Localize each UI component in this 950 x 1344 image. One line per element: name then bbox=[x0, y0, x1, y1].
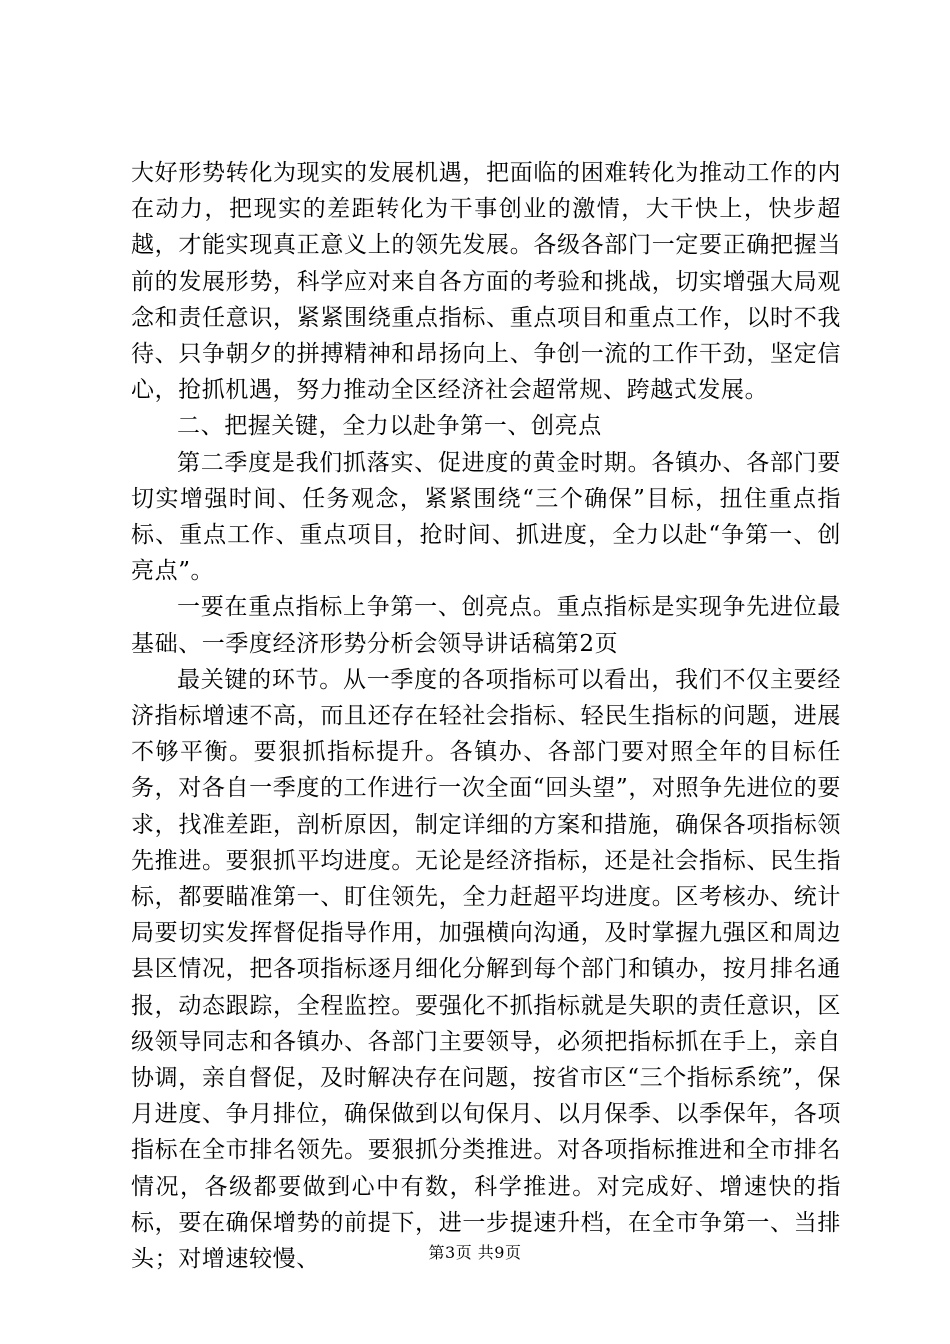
paragraph: 最关键的环节。从一季度的各项指标可以看出，我们不仅主要经济指标增速不高，而且还存在轻社会指标、轻民生指标的问题，进展不够平衡。要狠抓指标提升。各镇办、各部门要对照全年的目标任务，对各自一季度的工作进行一次全面“回头望”，对照争先进位的要求，找准差距，剖析原因，制定详细的方案和措施，确保各项指标领先推进。要狠抓平均进度。无论是经济指标，还是社会指标、民生指标，都要瞄准第一、盯住领先，全力赶超平均进度。区考核办、统计局要切实发挥督促指导作用，加强横向沟通，及时掌握九强区和周边县区情况，把各项指标逐月细化分解到每个部门和镇办，按月排名通报，动态跟踪，全程监控。要强化不抓指标就是失职的责任意识，区级领导同志和各镇办、各部门主要领导，必须把指标抓在手上，亲自协调，亲自督促，及时解决存在问题，按省市区“三个指标系统”，保月进度、争月排位，确保做到以旬保月、以月保季、以季保年，各项指标在全市排名领先。要狠抓分类推进。对各项指标推进和全市排名情况，各级都要做到心中有数，科学推进。对完成好、增速快的指标，要在确保增势的前提下，进一步提速升档，在全市争第一、当排头；对增速较慢、 bbox=[131, 666, 841, 1273]
paragraph: 一要在重点指标上争第一、创亮点。重点指标是实现争先进位最基础、一季度经济形势分析会领导讲话稿第2页 bbox=[131, 594, 841, 657]
paragraph-continued: 大好形势转化为现实的发展机遇，把面临的困难转化为推动工作的内在动力，把现实的差距转化为干事创业的激情，大干快上，快步超越，才能实现真正意义上的领先发展。各级各部门一定要正确把握当前的发展形势，科学应对来自各方面的考验和挑战，切实增强大局观念和责任意识，紧紧围绕重点指标、重点项目和重点工作，以时不我待、只争朝夕的拼搏精神和昂扬向上、争创一流的工作干劲，坚定信心，抢抓机遇，努力推动全区经济社会超常规、跨越式发展。 bbox=[131, 160, 841, 404]
page-footer: 第3页 共9页 bbox=[428, 1243, 522, 1262]
section-heading: 二、把握关键，全力以赴争第一、创亮点 bbox=[177, 413, 602, 440]
paragraph: 第二季度是我们抓落实、促进度的黄金时期。各镇办、各部门要切实增强时间、任务观念，紧紧围绕“三个确保”目标，扭住重点指标、重点工作、重点项目，抢时间、抓进度，全力以赴“争第一、创亮点”。 bbox=[131, 449, 841, 585]
document-body bbox=[131, 155, 841, 1277]
